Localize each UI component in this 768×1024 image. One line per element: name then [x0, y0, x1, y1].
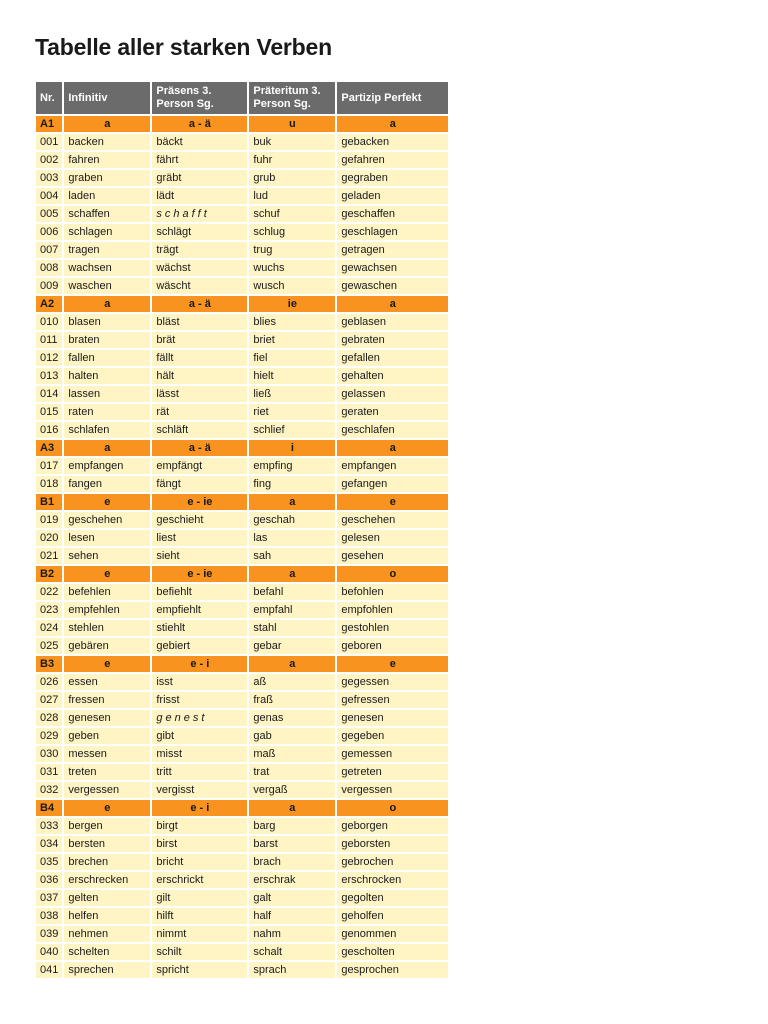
- group-vowel-pattern: a: [249, 656, 335, 674]
- group-vowel-pattern: a: [64, 116, 150, 134]
- verb-number: 007: [36, 242, 62, 260]
- group-code: B1: [36, 494, 62, 512]
- verb-infinitiv: fangen: [64, 476, 150, 494]
- verb-praesens: empfiehlt: [152, 602, 247, 620]
- verb-praeteritum: fuhr: [249, 152, 335, 170]
- verb-partizip: gegeben: [337, 728, 448, 746]
- group-code: A1: [36, 116, 62, 134]
- table-row: [36, 872, 448, 890]
- verb-partizip: geborgen: [337, 818, 448, 836]
- verb-praeteritum: nahm: [249, 926, 335, 944]
- verb-partizip: geraten: [337, 404, 448, 422]
- verb-infinitiv: graben: [64, 170, 150, 188]
- table-row: [36, 674, 448, 692]
- verb-praeteritum: trug: [249, 242, 335, 260]
- verb-partizip: befohlen: [337, 584, 448, 602]
- verb-infinitiv: stehlen: [64, 620, 150, 638]
- verb-number: 012: [36, 350, 62, 368]
- verb-praesens: fängt: [152, 476, 247, 494]
- table-row: [36, 386, 448, 404]
- table-row: [36, 512, 448, 530]
- group-code: B4: [36, 800, 62, 818]
- verb-partizip: geschaffen: [337, 206, 448, 224]
- verb-praesens: gibt: [152, 728, 247, 746]
- verb-praeteritum: gebar: [249, 638, 335, 656]
- table-row: [36, 692, 448, 710]
- verb-praesens: empfängt: [152, 458, 247, 476]
- table-row: [36, 854, 448, 872]
- verb-infinitiv: sehen: [64, 548, 150, 566]
- verb-infinitiv: nehmen: [64, 926, 150, 944]
- verb-praeteritum: buk: [249, 134, 335, 152]
- verb-praeteritum: stahl: [249, 620, 335, 638]
- group-row: [36, 656, 448, 674]
- verb-praesens: hält: [152, 368, 247, 386]
- verb-partizip: geborsten: [337, 836, 448, 854]
- verb-number: 010: [36, 314, 62, 332]
- verb-praeteritum: gab: [249, 728, 335, 746]
- verb-praesens: lädt: [152, 188, 247, 206]
- verb-infinitiv: waschen: [64, 278, 150, 296]
- verb-number: 013: [36, 368, 62, 386]
- table-row: [36, 764, 448, 782]
- verb-number: 014: [36, 386, 62, 404]
- table-row: [36, 908, 448, 926]
- verb-partizip: geladen: [337, 188, 448, 206]
- group-vowel-pattern: a: [249, 566, 335, 584]
- verb-praesens: wäscht: [152, 278, 247, 296]
- group-row: [36, 566, 448, 584]
- verb-partizip: gegolten: [337, 890, 448, 908]
- table-row: [36, 746, 448, 764]
- verb-number: 008: [36, 260, 62, 278]
- verb-partizip: gebraten: [337, 332, 448, 350]
- verb-number: 005: [36, 206, 62, 224]
- verb-praesens: gilt: [152, 890, 247, 908]
- table-row: [36, 926, 448, 944]
- verb-partizip: gewaschen: [337, 278, 448, 296]
- verb-infinitiv: gelten: [64, 890, 150, 908]
- verb-number: 021: [36, 548, 62, 566]
- verb-number: 041: [36, 962, 62, 980]
- verb-number: 040: [36, 944, 62, 962]
- verb-infinitiv: geben: [64, 728, 150, 746]
- verb-number: 018: [36, 476, 62, 494]
- verb-infinitiv: lesen: [64, 530, 150, 548]
- table-row: [36, 944, 448, 962]
- verb-praesens: schlägt: [152, 224, 247, 242]
- verb-praeteritum: riet: [249, 404, 335, 422]
- group-vowel-pattern: a - ä: [152, 296, 247, 314]
- verb-partizip: geschlafen: [337, 422, 448, 440]
- table-row: [36, 476, 448, 494]
- verb-infinitiv: schlagen: [64, 224, 150, 242]
- group-row: [36, 800, 448, 818]
- table-row: [36, 224, 448, 242]
- group-vowel-pattern: i: [249, 440, 335, 458]
- table-row: [36, 782, 448, 800]
- table-row: [36, 368, 448, 386]
- verb-infinitiv: fressen: [64, 692, 150, 710]
- group-row: [36, 296, 448, 314]
- verb-partizip: gelesen: [337, 530, 448, 548]
- group-vowel-pattern: ie: [249, 296, 335, 314]
- table-row: [36, 242, 448, 260]
- verb-number: 002: [36, 152, 62, 170]
- table-row: [36, 188, 448, 206]
- verb-partizip: gemessen: [337, 746, 448, 764]
- group-vowel-pattern: a: [337, 440, 448, 458]
- verb-number: 032: [36, 782, 62, 800]
- verb-praesens: fällt: [152, 350, 247, 368]
- verb-praeteritum: vergaß: [249, 782, 335, 800]
- verb-number: 029: [36, 728, 62, 746]
- table-row: [36, 458, 448, 476]
- group-code: A2: [36, 296, 62, 314]
- verb-infinitiv: raten: [64, 404, 150, 422]
- table-row: [36, 728, 448, 746]
- verb-praeteritum: barst: [249, 836, 335, 854]
- group-vowel-pattern: e - ie: [152, 566, 247, 584]
- verb-infinitiv: geschehen: [64, 512, 150, 530]
- verb-partizip: gelassen: [337, 386, 448, 404]
- verb-praeteritum: blies: [249, 314, 335, 332]
- verb-number: 017: [36, 458, 62, 476]
- verb-praesens: trägt: [152, 242, 247, 260]
- header-nr: Nr.: [36, 82, 62, 116]
- header-praeteritum: Präteritum 3. Person Sg.: [249, 82, 335, 116]
- verb-praeteritum: schlug: [249, 224, 335, 242]
- verb-number: 001: [36, 134, 62, 152]
- verb-praesens: rät: [152, 404, 247, 422]
- verb-partizip: gescholten: [337, 944, 448, 962]
- table-row: [36, 170, 448, 188]
- verb-infinitiv: sprechen: [64, 962, 150, 980]
- table-row: [36, 152, 448, 170]
- verb-praeteritum: galt: [249, 890, 335, 908]
- verb-partizip: gegraben: [337, 170, 448, 188]
- group-vowel-pattern: e: [64, 656, 150, 674]
- verb-partizip: gesprochen: [337, 962, 448, 980]
- group-vowel-pattern: u: [249, 116, 335, 134]
- verb-infinitiv: helfen: [64, 908, 150, 926]
- verb-partizip: gefallen: [337, 350, 448, 368]
- group-vowel-pattern: e: [337, 494, 448, 512]
- verb-praesens: fährt: [152, 152, 247, 170]
- verb-praesens: schafft: [152, 206, 247, 224]
- verb-praeteritum: erschrak: [249, 872, 335, 890]
- verb-infinitiv: brechen: [64, 854, 150, 872]
- verb-number: 003: [36, 170, 62, 188]
- verb-number: 004: [36, 188, 62, 206]
- verb-partizip: gesehen: [337, 548, 448, 566]
- verb-partizip: gegessen: [337, 674, 448, 692]
- table-row: [36, 332, 448, 350]
- verb-praesens: gräbt: [152, 170, 247, 188]
- group-vowel-pattern: a: [337, 116, 448, 134]
- group-vowel-pattern: e: [64, 800, 150, 818]
- header-infinitiv: Infinitiv: [64, 82, 150, 116]
- verb-partizip: genommen: [337, 926, 448, 944]
- verb-partizip: geblasen: [337, 314, 448, 332]
- verb-infinitiv: schaffen: [64, 206, 150, 224]
- verb-infinitiv: blasen: [64, 314, 150, 332]
- verb-praesens: hilft: [152, 908, 247, 926]
- verb-praesens: frisst: [152, 692, 247, 710]
- verb-infinitiv: wachsen: [64, 260, 150, 278]
- verb-infinitiv: laden: [64, 188, 150, 206]
- verb-number: 038: [36, 908, 62, 926]
- verb-praeteritum: maß: [249, 746, 335, 764]
- verb-infinitiv: essen: [64, 674, 150, 692]
- group-vowel-pattern: a: [249, 800, 335, 818]
- table-row: [36, 962, 448, 980]
- verb-praeteritum: wusch: [249, 278, 335, 296]
- verb-infinitiv: genesen: [64, 710, 150, 728]
- verb-praesens: misst: [152, 746, 247, 764]
- group-vowel-pattern: a: [64, 440, 150, 458]
- verb-infinitiv: messen: [64, 746, 150, 764]
- verb-praeteritum: las: [249, 530, 335, 548]
- verb-praesens: gebiert: [152, 638, 247, 656]
- table-row: [36, 584, 448, 602]
- verb-infinitiv: empfehlen: [64, 602, 150, 620]
- verb-table: [34, 82, 450, 980]
- verb-infinitiv: bergen: [64, 818, 150, 836]
- verb-praeteritum: brach: [249, 854, 335, 872]
- verb-number: 026: [36, 674, 62, 692]
- verb-praeteritum: schuf: [249, 206, 335, 224]
- verb-praeteritum: hielt: [249, 368, 335, 386]
- table-row: [36, 206, 448, 224]
- verb-partizip: erschrocken: [337, 872, 448, 890]
- verb-partizip: geschlagen: [337, 224, 448, 242]
- verb-praeteritum: fiel: [249, 350, 335, 368]
- group-code: B3: [36, 656, 62, 674]
- verb-praeteritum: fing: [249, 476, 335, 494]
- group-vowel-pattern: a - ä: [152, 116, 247, 134]
- verb-infinitiv: tragen: [64, 242, 150, 260]
- group-vowel-pattern: a: [64, 296, 150, 314]
- verb-partizip: gestohlen: [337, 620, 448, 638]
- verb-praeteritum: trat: [249, 764, 335, 782]
- group-vowel-pattern: o: [337, 800, 448, 818]
- group-vowel-pattern: e: [337, 656, 448, 674]
- verb-praesens: bricht: [152, 854, 247, 872]
- page-title: Tabelle aller starken Verben: [35, 34, 332, 60]
- verb-number: 037: [36, 890, 62, 908]
- verb-partizip: gebacken: [337, 134, 448, 152]
- group-vowel-pattern: e - ie: [152, 494, 247, 512]
- verb-praesens: erschrickt: [152, 872, 247, 890]
- verb-praeteritum: sah: [249, 548, 335, 566]
- verb-number: 015: [36, 404, 62, 422]
- verb-partizip: gefangen: [337, 476, 448, 494]
- verb-number: 028: [36, 710, 62, 728]
- group-vowel-pattern: e: [64, 494, 150, 512]
- verb-partizip: gefressen: [337, 692, 448, 710]
- verb-praeteritum: geschah: [249, 512, 335, 530]
- verb-number: 031: [36, 764, 62, 782]
- verb-infinitiv: vergessen: [64, 782, 150, 800]
- verb-praesens: isst: [152, 674, 247, 692]
- verb-infinitiv: schlafen: [64, 422, 150, 440]
- table-row: [36, 818, 448, 836]
- verb-infinitiv: lassen: [64, 386, 150, 404]
- verb-praeteritum: sprach: [249, 962, 335, 980]
- verb-praeteritum: lud: [249, 188, 335, 206]
- verb-praesens: nimmt: [152, 926, 247, 944]
- header-row: [36, 82, 448, 116]
- verb-number: 024: [36, 620, 62, 638]
- verb-number: 039: [36, 926, 62, 944]
- group-row: [36, 440, 448, 458]
- group-vowel-pattern: o: [337, 566, 448, 584]
- verb-praeteritum: half: [249, 908, 335, 926]
- verb-praeteritum: empfahl: [249, 602, 335, 620]
- verb-praeteritum: ließ: [249, 386, 335, 404]
- group-vowel-pattern: a - ä: [152, 440, 247, 458]
- group-vowel-pattern: a: [249, 494, 335, 512]
- table-row: [36, 710, 448, 728]
- verb-praesens: brät: [152, 332, 247, 350]
- verb-partizip: empfangen: [337, 458, 448, 476]
- verb-partizip: geschehen: [337, 512, 448, 530]
- verb-partizip: empfohlen: [337, 602, 448, 620]
- verb-table-body: [36, 116, 448, 980]
- table-row: [36, 404, 448, 422]
- verb-praesens: genest: [152, 710, 247, 728]
- verb-number: 034: [36, 836, 62, 854]
- table-row: [36, 134, 448, 152]
- verb-number: 006: [36, 224, 62, 242]
- table-row: [36, 422, 448, 440]
- verb-partizip: genesen: [337, 710, 448, 728]
- table-row: [36, 890, 448, 908]
- header-partizip: Partizip Perfekt: [337, 82, 448, 116]
- verb-praesens: stiehlt: [152, 620, 247, 638]
- verb-infinitiv: treten: [64, 764, 150, 782]
- table-row: [36, 638, 448, 656]
- verb-infinitiv: befehlen: [64, 584, 150, 602]
- verb-praesens: birgt: [152, 818, 247, 836]
- verb-praesens: schläft: [152, 422, 247, 440]
- header-praesens: Präsens 3. Person Sg.: [152, 82, 247, 116]
- verb-infinitiv: halten: [64, 368, 150, 386]
- verb-partizip: getreten: [337, 764, 448, 782]
- verb-infinitiv: braten: [64, 332, 150, 350]
- table-row: [36, 314, 448, 332]
- group-code: B2: [36, 566, 62, 584]
- verb-praesens: tritt: [152, 764, 247, 782]
- verb-infinitiv: bersten: [64, 836, 150, 854]
- verb-number: 030: [36, 746, 62, 764]
- verb-number: 027: [36, 692, 62, 710]
- group-vowel-pattern: e: [64, 566, 150, 584]
- group-vowel-pattern: e - i: [152, 656, 247, 674]
- verb-praeteritum: grub: [249, 170, 335, 188]
- verb-infinitiv: gebären: [64, 638, 150, 656]
- verb-partizip: vergessen: [337, 782, 448, 800]
- verb-praeteritum: briet: [249, 332, 335, 350]
- verb-praeteritum: aß: [249, 674, 335, 692]
- verb-praesens: schilt: [152, 944, 247, 962]
- verb-praesens: geschieht: [152, 512, 247, 530]
- table-row: [36, 548, 448, 566]
- verb-praeteritum: befahl: [249, 584, 335, 602]
- verb-praesens: birst: [152, 836, 247, 854]
- verb-praesens: bläst: [152, 314, 247, 332]
- verb-number: 036: [36, 872, 62, 890]
- verb-praesens: liest: [152, 530, 247, 548]
- group-vowel-pattern: a: [337, 296, 448, 314]
- verb-number: 022: [36, 584, 62, 602]
- verb-number: 009: [36, 278, 62, 296]
- verb-partizip: gefahren: [337, 152, 448, 170]
- verb-praesens: vergisst: [152, 782, 247, 800]
- group-vowel-pattern: e - i: [152, 800, 247, 818]
- verb-infinitiv: fallen: [64, 350, 150, 368]
- verb-number: 019: [36, 512, 62, 530]
- table-row: [36, 350, 448, 368]
- table-row: [36, 620, 448, 638]
- verb-praeteritum: genas: [249, 710, 335, 728]
- verb-praesens: bäckt: [152, 134, 247, 152]
- verb-partizip: getragen: [337, 242, 448, 260]
- table-row: [36, 836, 448, 854]
- verb-number: 023: [36, 602, 62, 620]
- group-row: [36, 116, 448, 134]
- verb-infinitiv: fahren: [64, 152, 150, 170]
- verb-number: 020: [36, 530, 62, 548]
- verb-praesens: spricht: [152, 962, 247, 980]
- verb-praeteritum: wuchs: [249, 260, 335, 278]
- group-code: A3: [36, 440, 62, 458]
- verb-praeteritum: fraß: [249, 692, 335, 710]
- verb-praesens: wächst: [152, 260, 247, 278]
- table-row: [36, 260, 448, 278]
- verb-partizip: geboren: [337, 638, 448, 656]
- table-row: [36, 530, 448, 548]
- verb-partizip: gehalten: [337, 368, 448, 386]
- verb-infinitiv: empfangen: [64, 458, 150, 476]
- verb-number: 025: [36, 638, 62, 656]
- verb-praesens: befiehlt: [152, 584, 247, 602]
- group-row: [36, 494, 448, 512]
- verb-infinitiv: erschrecken: [64, 872, 150, 890]
- verb-number: 016: [36, 422, 62, 440]
- verb-number: 035: [36, 854, 62, 872]
- verb-partizip: gewachsen: [337, 260, 448, 278]
- verb-praeteritum: empfing: [249, 458, 335, 476]
- verb-praesens: lässt: [152, 386, 247, 404]
- verb-praesens: sieht: [152, 548, 247, 566]
- verb-infinitiv: backen: [64, 134, 150, 152]
- verb-praeteritum: schlief: [249, 422, 335, 440]
- verb-partizip: geholfen: [337, 908, 448, 926]
- table-row: [36, 602, 448, 620]
- verb-number: 011: [36, 332, 62, 350]
- verb-number: 033: [36, 818, 62, 836]
- verb-infinitiv: schelten: [64, 944, 150, 962]
- verb-partizip: gebrochen: [337, 854, 448, 872]
- verb-praeteritum: barg: [249, 818, 335, 836]
- table-row: [36, 278, 448, 296]
- verb-praeteritum: schalt: [249, 944, 335, 962]
